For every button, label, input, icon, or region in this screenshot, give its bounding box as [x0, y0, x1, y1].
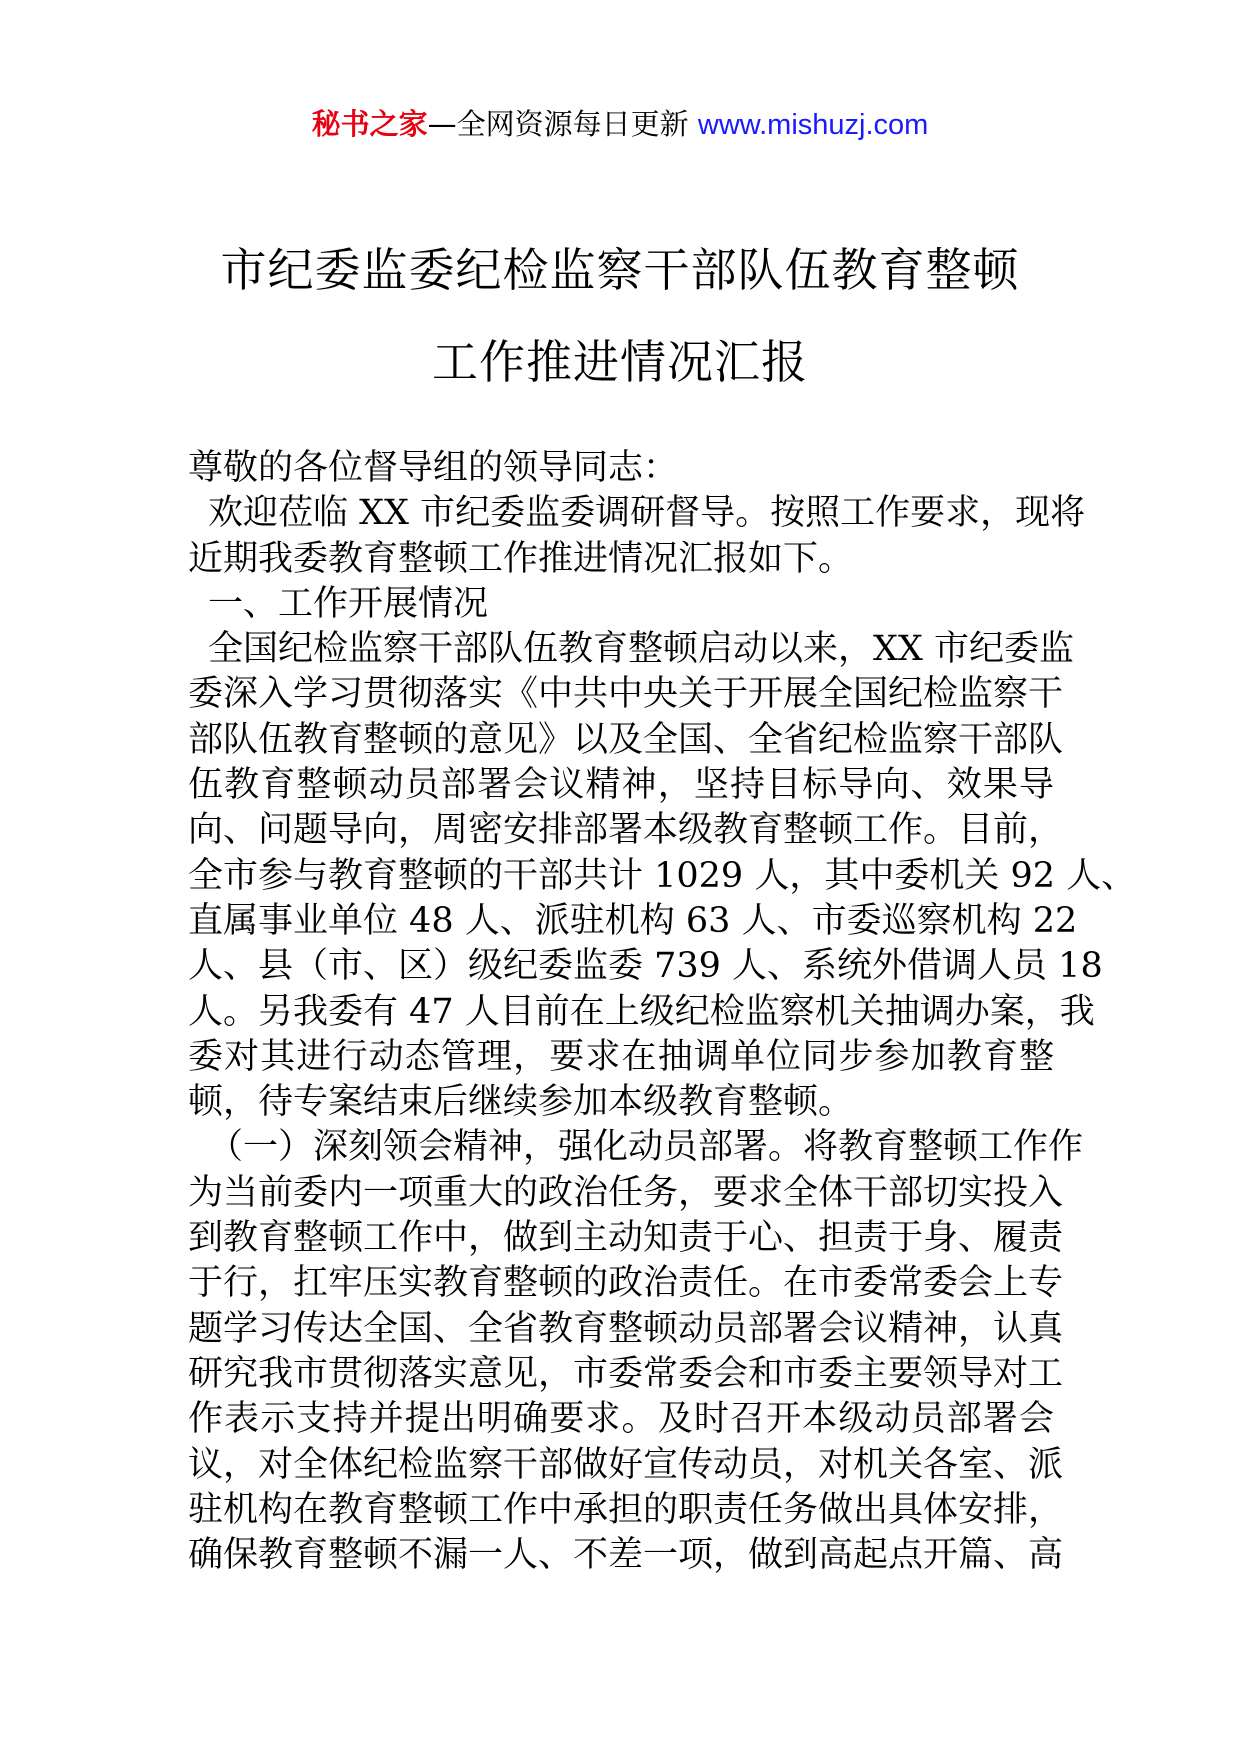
- body-line: 委对其进行动态管理，要求在抽调单位同步参加教育整: [188, 1036, 1054, 1077]
- body-line: 向、问题导向，周密安排部署本级教育整顿工作。目前，: [188, 810, 1064, 851]
- title-line-1: 市纪委监委纪检监察干部队伍教育整顿: [220, 243, 1020, 297]
- body-line: 直属事业单位 48 人、派驻机构 63 人、市委巡察机构 22: [188, 900, 1078, 941]
- body-line: 题学习传达全国、全省教育整顿动员部署会议精神，认真: [188, 1308, 1064, 1349]
- site-url-link[interactable]: www.mishuzj.com: [697, 109, 929, 141]
- body-line: 伍教育整顿动员部署会议精神，坚持目标导向、效果导: [188, 765, 1054, 806]
- body-line: 部队伍教育整顿的意见》以及全国、全省纪检监察干部队: [188, 719, 1064, 760]
- salutation: 尊敬的各位督导组的领导同志：: [188, 448, 679, 488]
- section-heading: 一、工作开展情况: [208, 583, 489, 624]
- subsection-line: （一）深刻领会精神，强化动员部署。将教育整顿工作作: [208, 1127, 1084, 1168]
- body-line: 于行，扛牢压实教育整顿的政治责任。在市委常委会上专: [188, 1263, 1064, 1304]
- body-line: 顿，待专案结束后继续参加本级教育整顿。: [188, 1082, 854, 1123]
- header-tagline: —全网资源每日更新: [427, 107, 698, 141]
- brand-name: 秘书之家: [311, 107, 428, 141]
- body-line: 作表示支持并提出明确要求。及时召开本级动员部署会: [188, 1399, 1054, 1440]
- body-line: 全市参与教育整顿的干部共计 1029 人，其中委机关 92 人、: [188, 855, 1137, 896]
- body-line: 确保教育整顿不漏一人、不差一项，做到高起点开篇、高: [188, 1535, 1064, 1576]
- document-body: [188, 446, 1137, 1578]
- body-line: 到教育整顿工作中，做到主动知责于心、担责于身、履责: [188, 1218, 1064, 1259]
- body-line: 近期我委教育整顿工作推进情况汇报如下。: [188, 538, 854, 579]
- body-line: 人。另我委有 47 人目前在上级纪检监察机关抽调办案，我: [188, 991, 1095, 1032]
- body-line: 研究我市贯彻落实意见，市委常委会和市委主要领导对工: [188, 1353, 1064, 1394]
- body-line: 议，对全体纪检监察干部做好宣传动员，对机关各室、派: [188, 1444, 1064, 1485]
- document-title: [0, 224, 1240, 408]
- body-line: 全国纪检监察干部队伍教育整顿启动以来，XX 市纪委监: [208, 629, 1074, 670]
- body-line: 为当前委内一项重大的政治任务，要求全体干部切实投入: [188, 1172, 1064, 1213]
- title-line-2: 工作推进情况汇报: [432, 335, 808, 389]
- body-line: 人、县（市、区）级纪委监委 739 人、系统外借调人员 18: [188, 946, 1103, 987]
- site-header: [0, 104, 1240, 145]
- body-line: 驻机构在教育整顿工作中承担的职责任务做出具体安排，: [188, 1489, 1064, 1530]
- body-line: 欢迎莅临 XX 市纪委监委调研督导。按照工作要求，现将: [208, 493, 1086, 534]
- body-line: 委深入学习贯彻落实《中共中央关于开展全国纪检监察干: [188, 674, 1064, 715]
